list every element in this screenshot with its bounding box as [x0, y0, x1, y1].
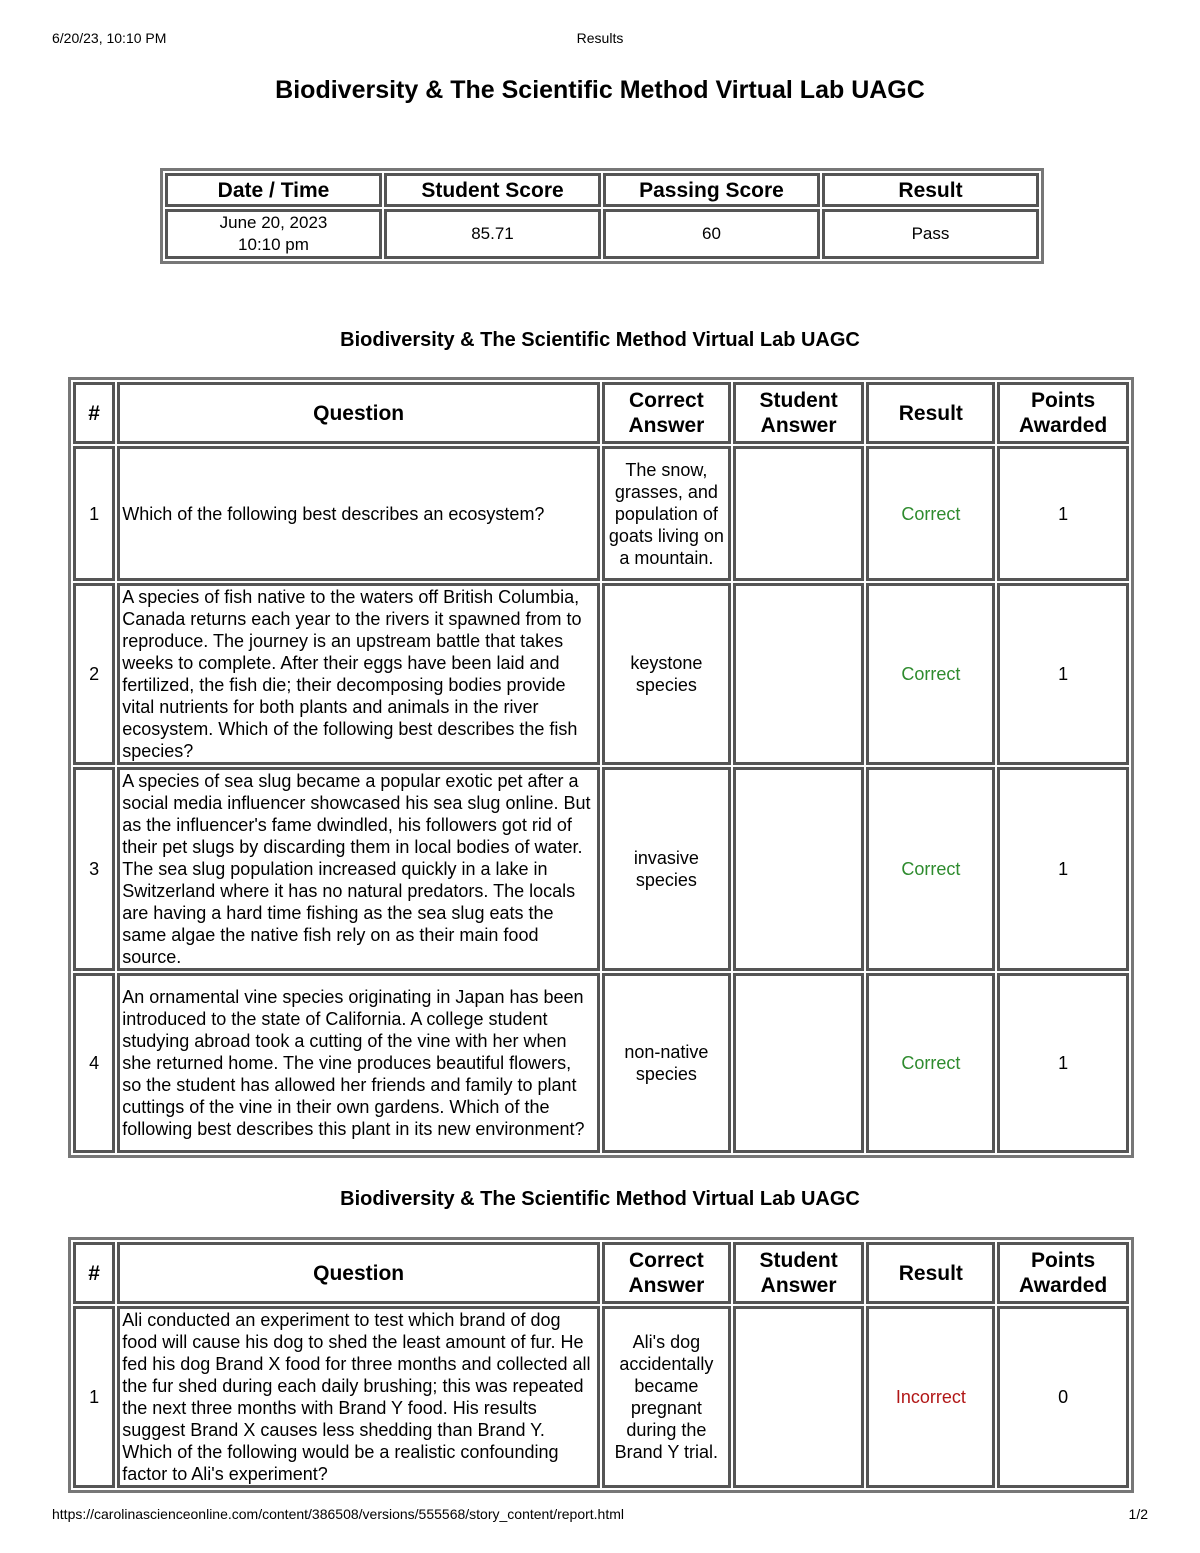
result-status: Correct [866, 767, 995, 971]
correct-answer: non-native species [602, 973, 731, 1153]
print-page-title: Results [576, 30, 624, 46]
header-number: # [73, 382, 115, 444]
result-status: Correct [866, 973, 995, 1153]
question-row [73, 973, 1129, 1153]
time-value: 10:10 pm [238, 235, 309, 254]
question-header-row [73, 382, 1129, 444]
points-awarded: 1 [997, 767, 1129, 971]
header-passing-score: Passing Score [603, 173, 820, 207]
header-question: Question [117, 1242, 600, 1304]
score-summary-table [160, 168, 1044, 264]
student-score-value: 85.71 [384, 209, 601, 259]
header-points-awarded: Points Awarded [997, 382, 1129, 444]
question-text: A species of fish native to the waters off British Columbia, Canada returns each year to the rivers it spawned from to reproduce. The journey is an upstream battle that takes weeks to complete. After their eggs have been laid and fertilized, the fish die; their decomposing bodies provide vital nutrients for both plants and animals in the river ecosystem. Which of the following best describes the fish species? [117, 583, 600, 765]
header-student-answer: Student Answer [733, 1242, 865, 1304]
result-value: Pass [822, 209, 1039, 259]
header-correct-answer: Correct Answer [602, 382, 731, 444]
header-student-answer: Student Answer [733, 382, 865, 444]
correct-answer: keystone species [602, 583, 731, 765]
summary-header-row [165, 173, 1039, 207]
page-title: Biodiversity & The Scientific Method Virtual Lab UAGC [275, 76, 925, 104]
date-value: June 20, 2023 [219, 213, 328, 232]
question-number: 1 [73, 446, 115, 581]
correct-answer: The snow, grasses, and population of goats living on a mountain. [602, 446, 731, 581]
result-status: Incorrect [866, 1306, 995, 1488]
points-awarded: 0 [997, 1306, 1129, 1488]
correct-answer: invasive species [602, 767, 731, 971]
question-row [73, 767, 1129, 971]
question-table [68, 1237, 1134, 1493]
question-table [68, 377, 1134, 1158]
page-number: 1/2 [1128, 1506, 1148, 1522]
header-correct-answer: Correct Answer [602, 1242, 731, 1304]
passing-score-value: 60 [603, 209, 820, 259]
print-url: https://carolinascienceonline.com/content/386508/versions/555568/story_content/report.html [52, 1506, 625, 1522]
section-title: Biodiversity & The Scientific Method Virtual Lab UAGC [340, 1188, 860, 1210]
student-answer [733, 973, 865, 1153]
student-answer [733, 583, 865, 765]
header-student-score: Student Score [384, 173, 601, 207]
print-datetime: 6/20/23, 10:10 PM [52, 30, 167, 46]
question-row [73, 446, 1129, 581]
summary-value-row [165, 209, 1039, 259]
header-number: # [73, 1242, 115, 1304]
question-number: 3 [73, 767, 115, 971]
question-text: An ornamental vine species originating in Japan has been introduced to the state of California. A college student studying abroad took a cutting of the vine with her when she returned home. The vine produces beautiful flowers, so the student has allowed her friends and family to plant cuttings of the vine in their own gardens. Which of the following best describes this plant in its new environment? [117, 973, 600, 1153]
student-answer [733, 767, 865, 971]
points-awarded: 1 [997, 583, 1129, 765]
question-row [73, 583, 1129, 765]
question-number: 1 [73, 1306, 115, 1488]
question-text: Ali conducted an experiment to test which brand of dog food will cause his dog to shed the least amount of fur. He fed his dog Brand X food for three months and collected all the fur shed during each daily brushing; this was repeated the next three months with Brand Y food. His results suggest Brand X causes less shedding than Brand Y. Which of the following would be a realistic confounding factor to Ali's experiment? [117, 1306, 600, 1488]
student-answer [733, 1306, 865, 1488]
question-number: 4 [73, 973, 115, 1153]
date-time-value [165, 209, 382, 259]
student-answer [733, 446, 865, 581]
section-title: Biodiversity & The Scientific Method Virtual Lab UAGC [340, 329, 860, 351]
header-question: Question [117, 382, 600, 444]
header-result: Result [866, 382, 995, 444]
header-points-awarded: Points Awarded [997, 1242, 1129, 1304]
question-text: Which of the following best describes an ecosystem? [117, 446, 600, 581]
header-date-time: Date / Time [165, 173, 382, 207]
result-status: Correct [866, 583, 995, 765]
result-status: Correct [866, 446, 995, 581]
question-text: A species of sea slug became a popular exotic pet after a social media influencer showcased his sea slug online. But as the influencer's fame dwindled, his followers got rid of their pet slugs by discarding them in local bodies of water. The sea slug population increased quickly in a lake in Switzerland where it has no natural predators. The locals are having a hard time fishing as the sea slug eats the same algae the native fish rely on as their main food source. [117, 767, 600, 971]
question-number: 2 [73, 583, 115, 765]
points-awarded: 1 [997, 973, 1129, 1153]
question-row [73, 1306, 1129, 1488]
header-result: Result [866, 1242, 995, 1304]
question-header-row [73, 1242, 1129, 1304]
points-awarded: 1 [997, 446, 1129, 581]
correct-answer: Ali's dog accidentally became pregnant during the Brand Y trial. [602, 1306, 731, 1488]
header-result: Result [822, 173, 1039, 207]
